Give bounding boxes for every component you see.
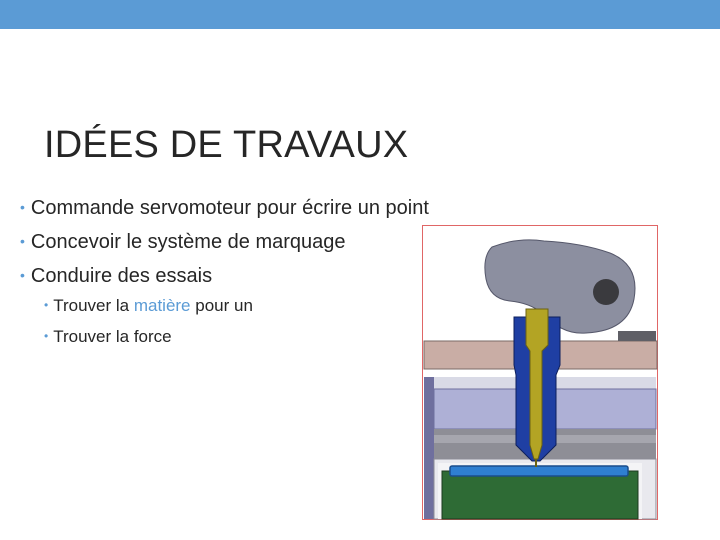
bullet-text: Commande servomoteur pour écrire un point xyxy=(30,197,429,219)
slide-top-bar xyxy=(0,0,720,29)
bullet-marker: • xyxy=(20,233,25,249)
bullet-text: Concevoir le système de marquage xyxy=(30,231,346,253)
sub-bullet-text: pour un xyxy=(190,296,253,315)
dark-strip xyxy=(618,331,656,341)
slide-title: IDÉES DE TRAVAUX xyxy=(44,124,409,166)
sub-bullet-list xyxy=(44,291,253,353)
sub-bullet-text: Trouver la xyxy=(53,296,134,315)
bullet-marker: • xyxy=(20,199,25,215)
side-frame xyxy=(424,377,434,519)
bullet-item xyxy=(20,260,429,294)
green-base xyxy=(442,471,638,519)
bullet-list xyxy=(20,192,429,294)
bullet-item xyxy=(20,226,429,260)
highlighted-word: matière xyxy=(133,296,191,315)
sub-bullet-item xyxy=(44,322,253,353)
sub-bullet-item xyxy=(44,291,253,322)
bullet-text: Conduire des essais xyxy=(30,265,213,287)
marking-mechanism-figure xyxy=(422,225,658,520)
bullet-marker: • xyxy=(44,298,49,312)
cam-shaft xyxy=(593,279,619,305)
bullet-marker: • xyxy=(44,329,49,343)
bullet-item xyxy=(20,192,429,226)
blue-card xyxy=(450,466,628,476)
sub-bullet-text: Trouver la force xyxy=(53,327,172,346)
bullet-marker: • xyxy=(20,267,25,283)
